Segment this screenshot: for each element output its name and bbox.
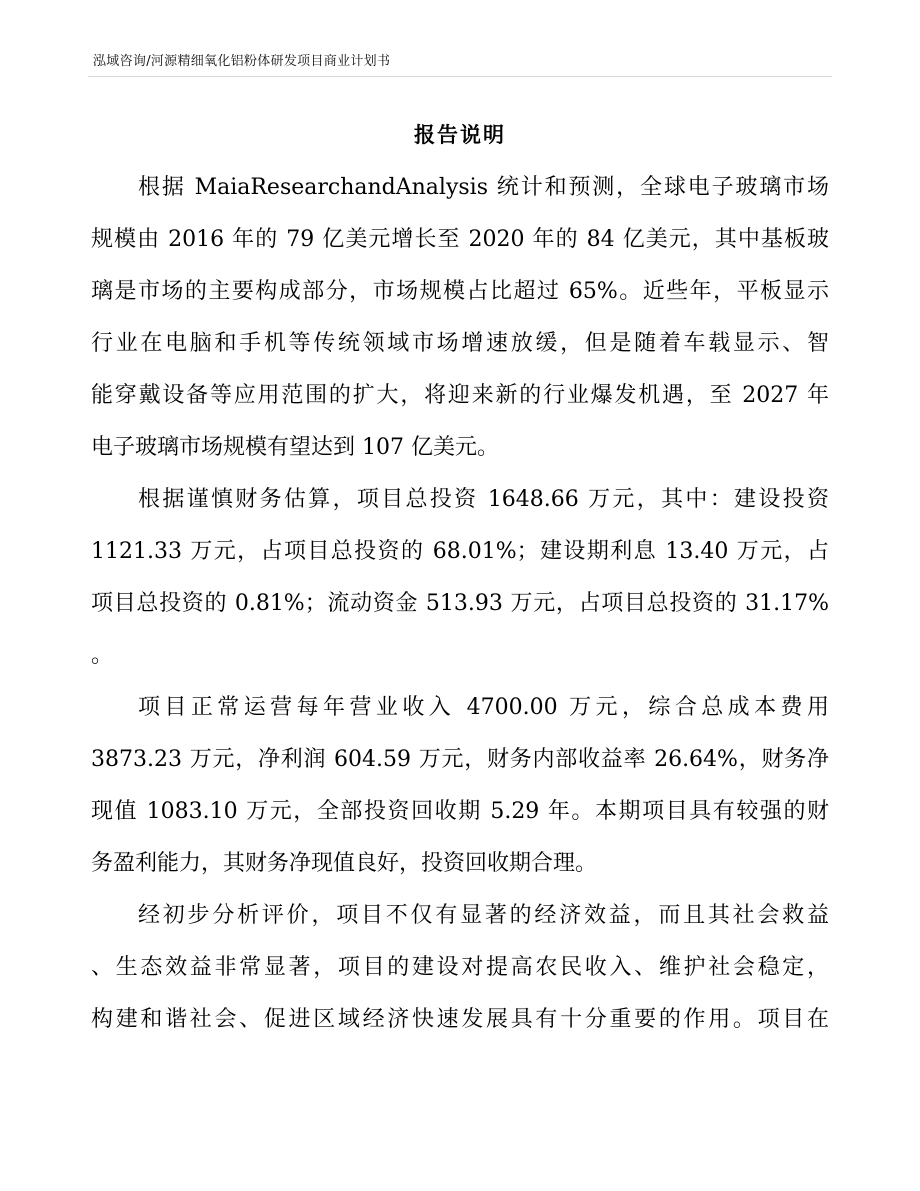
paragraph-4-line-2: 、生态效益非常显著，项目的建设对提高农民收入、维护社会稳定， <box>91 955 829 980</box>
paragraph-4-line-1: 经初步分析评价，项目不仅有显著的经济效益，而且其社会救益 <box>138 903 829 928</box>
paragraph-2-line-3: 项目总投资的 0.81%；流动资金 513.93 万元，占项目总投资的 31.17% <box>91 591 829 616</box>
paragraph-2-line-4: 。 <box>91 643 114 668</box>
paragraph-3-line-2: 3873.23 万元，净利润 604.59 万元，财务内部收益率 26.64%，财务净 <box>91 747 829 772</box>
paragraph-4-line-3: 构建和谐社会、促进区域经济快速发展具有十分重要的作用。项目在 <box>91 1007 829 1032</box>
paragraph-3-line-4: 务盈利能力，其财务净现值良好，投资回收期合理。 <box>91 851 598 876</box>
paragraph-1-line-3: 璃是市场的主要构成部分，市场规模占比超过 65%。近些年，平板显示 <box>91 279 829 304</box>
paragraph-1-line-4: 行业在电脑和手机等传统领域市场增速放缓，但是随着车载显示、智 <box>91 331 829 356</box>
header-divider <box>88 76 832 77</box>
paragraph-3-line-3: 现值 1083.10 万元，全部投资回收期 5.29 年。本期项目具有较强的财 <box>91 799 829 824</box>
paragraph-2-line-1: 根据谨慎财务估算，项目总投资 1648.66 万元，其中：建设投资 <box>138 487 829 512</box>
paragraph-1-line-6: 电子玻璃市场规模有望达到 107 亿美元。 <box>91 435 499 460</box>
paragraph-1-line-2: 规模由 2016 年的 79 亿美元增长至 2020 年的 84 亿美元，其中基板玻 <box>91 227 829 252</box>
paragraph-1-line-5: 能穿戴设备等应用范围的扩大，将迎来新的行业爆发机遇，至 2027 年 <box>91 383 829 408</box>
page-title: 报告说明 <box>414 123 506 147</box>
paragraph-3-line-1: 项目正常运营每年营业收入 4700.00 万元，综合总成本费用 <box>138 695 829 720</box>
paragraph-1-line-1: 根据 MaiaResearchandAnalysis 统计和预测，全球电子玻璃市场 <box>138 175 829 200</box>
page-header: 泓域咨询/河源精细氧化铝粉体研发项目商业计划书 <box>93 54 391 69</box>
paragraph-2-line-2: 1121.33 万元，占项目总投资的 68.01%；建设期利息 13.40 万元，占 <box>91 539 829 564</box>
